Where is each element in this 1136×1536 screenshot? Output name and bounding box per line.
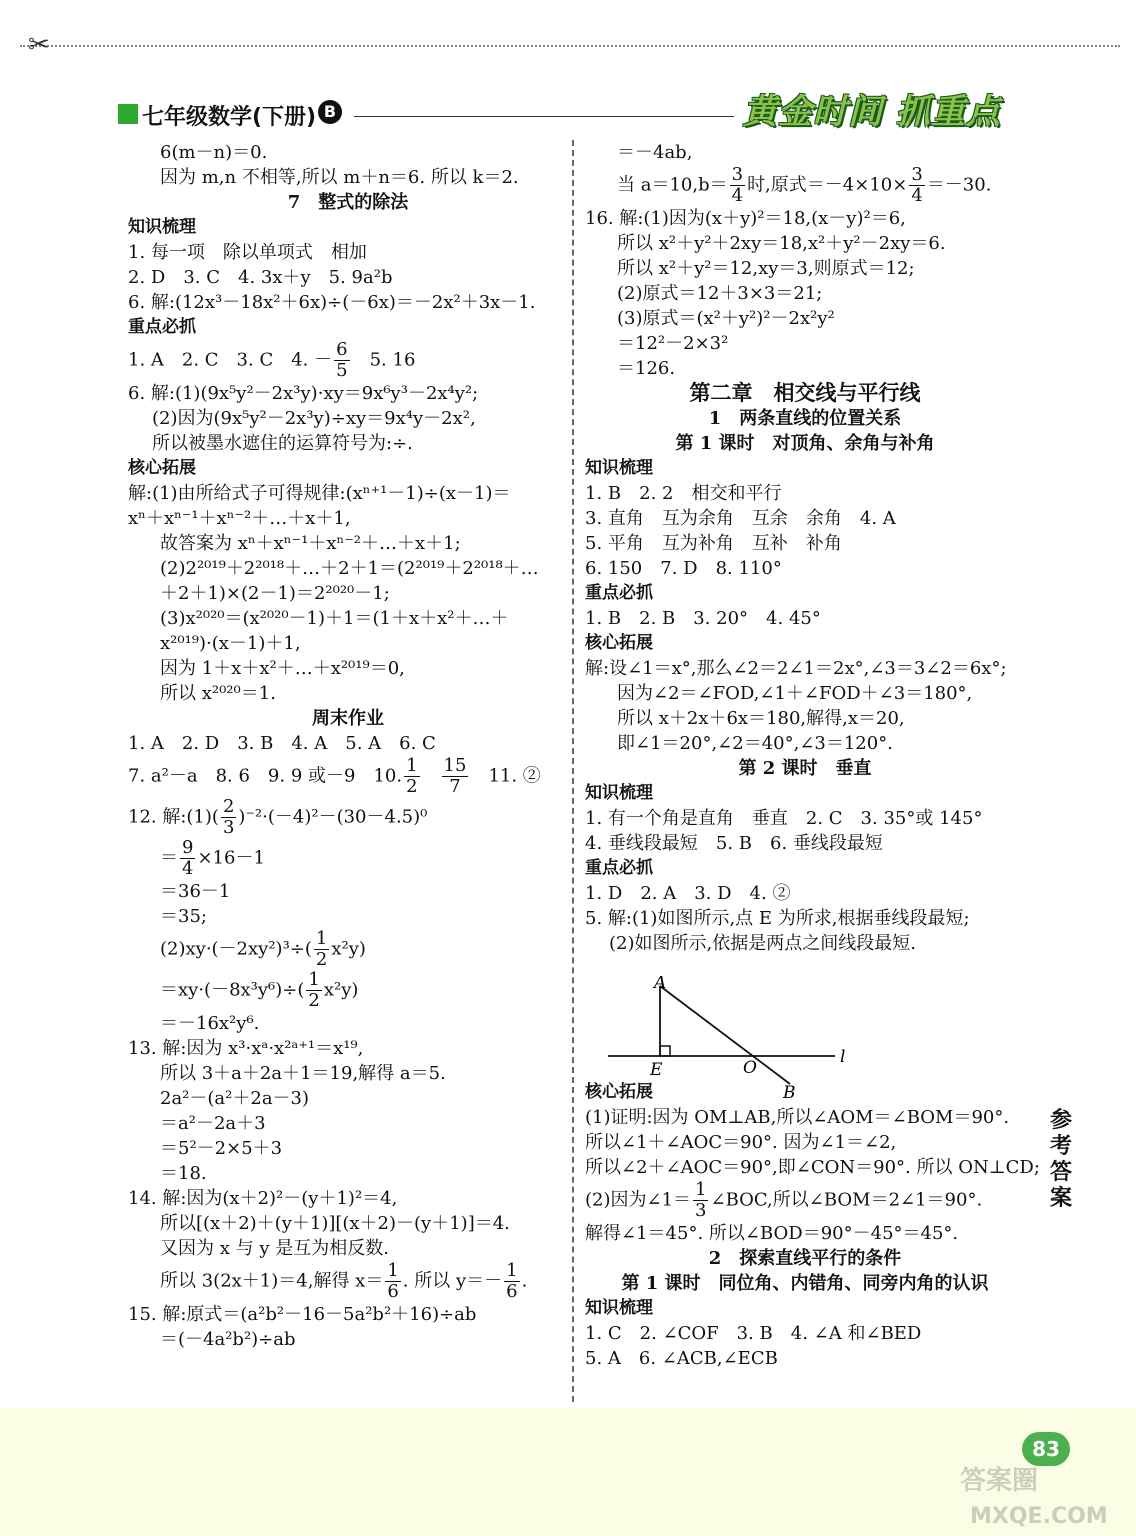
answer-line: 5. 平角 互为补角 互补 补角 [585, 533, 842, 554]
watermark-line2: MXQE.COM [970, 1504, 1108, 1529]
label-l: l [840, 1047, 846, 1067]
answer-text: )⁻²·(－4)²－(30－4.5)⁰ [238, 806, 428, 828]
answer-line: 1. A 2. D 3. B 4. A 5. A 6. C [128, 733, 436, 754]
brand-logo: 黄金时间 抓重点 [743, 92, 1001, 132]
denominator: 2 [406, 776, 418, 797]
answer-line: ＝a²－2a＋3 [160, 1113, 266, 1134]
answer-line [128, 340, 568, 381]
answer-text: ＝ [160, 847, 178, 869]
heading: 重点必抓 [128, 317, 196, 337]
fraction [306, 970, 321, 1011]
answer-line: 4. 垂线段最短 5. B 6. 垂线段最短 [585, 833, 883, 854]
answer-line: 5. A 6. ∠ACB,∠ECB [585, 1348, 778, 1369]
denominator: 5 [336, 360, 348, 381]
answer-line: 故答案为 xⁿ＋xⁿ⁻¹＋xⁿ⁻²＋…＋x＋1; [160, 533, 461, 554]
answer-line: 解:设∠1＝x°,那么∠2＝2∠1＝2x°,∠3＝3∠2＝6x°; [585, 658, 1007, 679]
section-title: 1 两条直线的位置关系 [708, 408, 902, 429]
answer-line [585, 165, 1025, 206]
answer-line: 16. 解:(1)因为(x＋y)²＝18,(x－y)²＝6, [585, 208, 906, 229]
numerator: 2 [222, 796, 235, 817]
answer-line: 解得∠1＝45°. 所以∠BOD＝90°－45°＝45°. [585, 1223, 959, 1244]
numerator: 3 [731, 164, 744, 185]
answer-line: 1. C 2. ∠COF 3. B 4. ∠A 和∠BED [585, 1323, 922, 1344]
answer-line: ＋2＋1)×(2－1)＝2²⁰²⁰－1; [160, 583, 390, 604]
numerator: 1 [695, 1179, 707, 1200]
answer-line: 13. 解:因为 x³·xᵃ·x²ᵃ⁺¹＝x¹⁹, [128, 1038, 364, 1059]
answer-line: 所以∠2＋∠AOC＝90°,即∠CON＝90°. 所以 ON⊥CD; [585, 1157, 1040, 1178]
answer-line: 14. 解:因为(x＋2)²－(y＋1)²＝4, [128, 1188, 398, 1209]
answer-line: ＝5²－2×5＋3 [160, 1138, 283, 1159]
fraction [504, 1261, 519, 1302]
answer-line [128, 970, 568, 1011]
watermark-logo [930, 1455, 1130, 1533]
heading: 核心拓展 [585, 633, 653, 653]
answer-text: 11. ② [488, 765, 541, 787]
numerator: 1 [387, 1260, 399, 1281]
heading: 重点必抓 [585, 858, 653, 878]
answer-text: 5. 16 [369, 349, 416, 371]
side-tab-char: 参 [1049, 1108, 1072, 1133]
edition-badge: B [318, 100, 342, 124]
answer-text: . 所以 y＝－ [402, 1270, 503, 1292]
answer-line: (1)证明:因为 OM⊥AB,所以∠AOM＝∠BOM＝90°. [585, 1107, 1010, 1128]
numerator: 9 [182, 837, 194, 858]
answer-line: 所以∠1＋∠AOC＝90°. 因为∠1＝∠2, [585, 1132, 897, 1153]
fraction [180, 838, 195, 879]
answer-line [128, 838, 568, 879]
section-title: 周末作业 [312, 708, 384, 729]
answer-text: (2)因为∠1＝ [585, 1189, 692, 1211]
answer-line: 所以 x²＋y²＋2xy＝18,x²＋y²－2xy＝6. [617, 233, 946, 254]
answer-line: ＝126. [617, 358, 676, 379]
answer-line: ＝12²－2×3² [617, 333, 729, 354]
label-b: B [783, 1083, 796, 1103]
answer-text: . [521, 1270, 528, 1292]
fraction [730, 165, 745, 206]
heading: 知识梳理 [128, 217, 196, 237]
answer-line: (2)2²⁰¹⁹＋2²⁰¹⁸＋…＋2＋1＝(2²⁰¹⁹＋2²⁰¹⁸＋… [160, 558, 539, 579]
page-header [118, 92, 1118, 138]
fraction [442, 756, 469, 797]
answer-line: 解:(1)由所给式子可得规律:(xⁿ⁺¹－1)÷(x－1)＝ [128, 483, 511, 504]
answer-line: 1. 有一个角是直角 垂直 2. C 3. 35°或 145° [585, 808, 983, 829]
answer-line: ＝18. [160, 1163, 207, 1184]
denominator: 3 [695, 1200, 707, 1221]
answer-line: 6. 150 7. D 8. 110° [585, 558, 782, 579]
label-e: E [650, 1060, 663, 1080]
answer-line: (3)原式＝(x²＋y²)²－2x²y² [617, 308, 835, 329]
answer-line [585, 1180, 1025, 1221]
fraction [221, 797, 236, 838]
segment-ab [660, 986, 790, 1084]
side-tab-answers [1048, 1108, 1074, 1212]
answer-text: 7. a²－a 8. 6 9. 9 或－9 10. [128, 765, 403, 787]
answer-line: ＝35; [160, 906, 207, 927]
answer-line: 1. D 2. A 3. D 4. ② [585, 883, 791, 904]
denominator: 2 [315, 949, 328, 970]
answer-line: ＝－4ab, [617, 142, 693, 163]
fraction [693, 1180, 708, 1221]
denominator: 6 [387, 1281, 399, 1302]
answer-text: 当 a＝10,b＝ [617, 174, 728, 196]
denominator: 4 [911, 185, 923, 206]
scissors-icon: ✂ [28, 30, 50, 60]
page-number: 83 [1022, 1432, 1070, 1466]
answer-line: 6(m－n)＝0. [160, 142, 268, 163]
answer-line: (2)原式＝12＋3×3＝21; [617, 283, 823, 304]
answer-line: 6. 解:(1)(9x⁵y²－2x³y)·xy＝9x⁶y³－2x⁴y²; [128, 383, 479, 404]
answer-text: 12. 解:(1)( [128, 806, 219, 828]
answer-line [128, 797, 568, 838]
label-a: A [654, 976, 667, 993]
answer-line [128, 929, 568, 970]
denominator: 6 [506, 1281, 518, 1302]
book-title: 七年级数学(下册) [142, 105, 317, 130]
answer-line: 6. 解:(12x³－18x²＋6x)÷(－6x)＝－2x²＋3x－1. [128, 292, 536, 313]
answer-line: 所以 x²⁰²⁰＝1. [160, 683, 276, 704]
watermark-line1: 答案圈 [960, 1466, 1039, 1496]
section-title: 2 探索直线平行的条件 [708, 1248, 902, 1269]
numerator: 1 [308, 969, 320, 990]
answer-text: ∠BOC,所以∠BOM＝2∠1＝90°. [710, 1189, 983, 1211]
heading: 核心拓展 [585, 1082, 653, 1102]
fraction [909, 165, 924, 206]
answer-text: ×16－1 [197, 847, 265, 869]
answer-line: ＝(－4a²b²)÷ab [160, 1329, 296, 1350]
answer-line: 2. D 3. C 4. 3x＋y 5. 9a²b [128, 267, 393, 288]
fraction [385, 1261, 400, 1302]
answer-text: ＝xy·(－8x³y⁶)÷( [160, 979, 305, 1001]
right-angle-mark [660, 1046, 670, 1056]
answer-line: 因为 m,n 不相等,所以 m＋n＝6. 所以 k＝2. [160, 167, 519, 188]
answer-line: 又因为 x 与 y 是互为相反数. [160, 1238, 389, 1259]
fraction [404, 756, 419, 797]
answer-line: 5. 解:(1)如图所示,点 E 为所求,根据垂线段最短; [585, 908, 970, 929]
answer-text: 时,原式＝－4×10× [747, 174, 908, 196]
lesson-title: 第 1 课时 同位角、内错角、同旁内角的认识 [621, 1273, 989, 1294]
answer-line: (2)如图所示,依据是两点之间线段最短. [609, 933, 916, 954]
answer-line: 所以 3＋a＋2a＋1＝19,解得 a＝5. [160, 1063, 446, 1084]
answer-line [128, 1261, 568, 1302]
answer-line: 1. 每一项 除以单项式 相加 [128, 242, 367, 263]
answer-text: 所以 3(2x＋1)＝4,解得 x＝ [160, 1270, 384, 1292]
chapter-title: 第二章 相交线与平行线 [689, 381, 921, 405]
answer-text: x²y) [331, 938, 366, 960]
header-rule [354, 116, 734, 117]
answer-text: 1. A 2. C 3. C 4. － [128, 349, 333, 371]
heading: 核心拓展 [128, 458, 196, 478]
numerator: 1 [315, 928, 328, 949]
side-tab-char: 案 [1049, 1186, 1072, 1211]
answer-line: 所以[(x＋2)＋(y＋1)][(x＋2)－(y＋1)]＝4. [160, 1213, 510, 1234]
answer-line: x²⁰¹⁹)·(x－1)＋1, [160, 633, 301, 654]
heading: 知识梳理 [585, 783, 653, 803]
answer-line: 因为∠2＝∠FOD,∠1＋∠FOD＋∠3＝180°, [617, 683, 973, 704]
side-tab-char: 答 [1049, 1160, 1072, 1185]
numerator: 15 [443, 755, 467, 776]
numerator: 1 [506, 1260, 518, 1281]
denominator: 4 [731, 185, 744, 206]
fraction [334, 340, 349, 381]
side-tab-char: 考 [1049, 1134, 1072, 1159]
label-o: O [743, 1058, 757, 1078]
denominator: 7 [449, 776, 461, 797]
answer-line: 1. B 2. 2 相交和平行 [585, 483, 782, 504]
cut-line [20, 45, 1120, 47]
answer-line: 即∠1＝20°,∠2＝40°,∠3＝120°. [617, 733, 893, 754]
answer-text: x²y) [323, 979, 359, 1001]
numerator: 1 [406, 755, 418, 776]
column-divider [572, 140, 574, 1402]
denominator: 4 [182, 858, 194, 879]
lesson-title: 第 2 课时 垂直 [738, 758, 872, 779]
heading: 知识梳理 [585, 458, 653, 478]
answer-line: 所以 x²＋y²＝12,xy＝3,则原式＝12; [617, 258, 915, 279]
answer-line: 1. B 2. B 3. 20° 4. 45° [585, 608, 821, 629]
lesson-title: 第 1 课时 对顶角、余角与补角 [675, 433, 935, 454]
denominator: 2 [308, 990, 320, 1011]
answer-line: 2a²－(a²＋2a－3) [160, 1088, 310, 1109]
answer-line: ＝－16x²y⁶. [160, 1013, 260, 1034]
answer-line: (2)因为(9x⁵y²－2x³y)÷xy＝9x⁴y－2x², [152, 408, 476, 429]
numerator: 6 [336, 339, 348, 360]
answer-text: (2)xy·(－2xy²)³÷( [160, 938, 312, 960]
heading: 知识梳理 [585, 1298, 653, 1318]
answer-line: 所以被墨水遮住的运算符号为:÷. [152, 433, 413, 454]
left-column [128, 140, 568, 1352]
green-square-icon [118, 104, 138, 124]
answer-line: 所以 x＋2x＋6x＝180,解得,x＝20, [617, 708, 905, 729]
answer-line: 因为 1＋x＋x²＋…＋x²⁰¹⁹＝0, [160, 658, 405, 679]
geometry-figure [600, 976, 860, 1106]
answer-line: ＝36－1 [160, 881, 231, 902]
answer-line: (3)x²⁰²⁰＝(x²⁰²⁰－1)＋1＝(1＋x＋x²＋…＋ [160, 608, 509, 629]
section-title: 7 整式的除法 [287, 192, 409, 213]
answer-text: ＝－30. [926, 174, 992, 196]
answer-line: 15. 解:原式＝(a²b²－16－5a²b²＋16)÷ab [128, 1304, 477, 1325]
heading: 重点必抓 [585, 583, 653, 603]
denominator: 3 [222, 817, 235, 838]
answer-line: 3. 直角 互为余角 互余 余角 4. A [585, 508, 896, 529]
numerator: 3 [911, 164, 923, 185]
answer-line [128, 756, 568, 797]
answer-line: xⁿ＋xⁿ⁻¹＋xⁿ⁻²＋…＋x＋1, [128, 508, 351, 529]
right-column [585, 140, 1040, 1371]
fraction [314, 929, 329, 970]
